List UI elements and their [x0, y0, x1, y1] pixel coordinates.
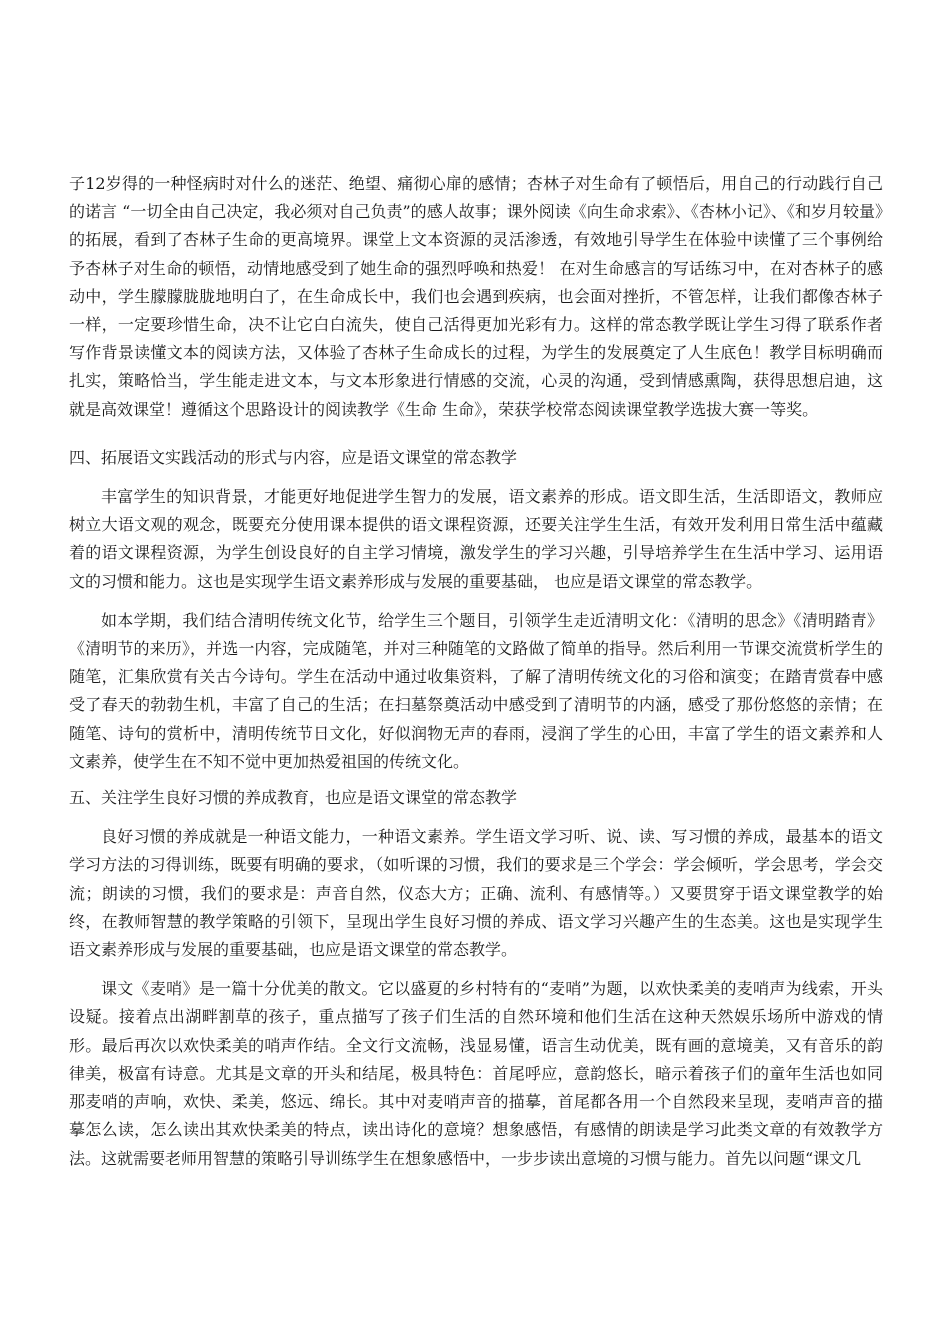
- paragraph-5-2: 课文《麦哨》是一篇十分优美的散文。它以盛夏的乡村特有的“麦哨”为题，以欢快柔美的麦哨声为线索，开头设疑。接着点出湖畔割草的孩子，重点描写了孩子们生活的自然环境和他们生活在这种天然娱乐场所中游戏的情形。最后再次以欢快柔美的哨声作结。全文行文流畅，浅显易懂，语言生动优美，既有画的意境美，又有音乐的韵律美，极富有诗意。尤其是文章的开头和结尾，极具特色：首尾呼应，意韵悠长，暗示着孩子们的童年生活也如同那麦哨的声响，欢快、柔美，悠远、绵长。其中对麦哨声音的描摹，首尾都各用一个自然段来呈现，麦哨声音的描摹怎么读，怎么读出其欢快柔美的特点，读出诗化的意境？想象感悟，有感情的朗读是学习此类文章的有效教学方法。这就需要老师用智慧的策略引导训练学生在想象感悟中，一步步读出意境的习惯与能力。首先以问题“课文几: [69, 979, 883, 1168]
- paragraph-continuation: 子12岁得的一种怪病时对什么的迷茫、绝望、痛彻心扉的感情；杏林子对生命有了顿悟后，用自己的行动践行自己的诺言 “一切全由自己决定，我必须对自己负责”的感人故事；课外阅读《向生命求索》、《杏林小记》、《和岁月较量》的拓展，看到了杏林子生命的更高境界。课堂上文本资源的灵活渗透，有效地引导学生在体验中读懂了三个事例给予杏林子对生命的顿悟，动情地感受到了她生命的强烈呼唤和热爱！ 在对生命感言的写话练习中，在对杏林子的感动中，学生朦朦胧胧地明白了，在生命成长中，我们也会遇到疾病，也会面对挫折，不管怎样，让我们都像杏林子一样，一定要珍惜生命，决不让它白白流失，使自己活得更加光彩有力。这样的常态教学既让学生习得了联系作者写作背景读懂文本的阅读方法，又体验了杏林子生命成长的过程，为学生的发展奠定了人生底色！教学目标明确而扎实，策略恰当，学生能走进文本，与文本形象进行情感的交流，心灵的沟通，受到情感熏陶，获得思想启迪，这就是高效课堂！遵循这个思路设计的阅读教学《生命 生命》，荣获学校常态阅读课堂教学选拔大赛一等奖。: [69, 174, 883, 419]
- paragraph-4-2: 如本学期，我们结合清明传统文化节，给学生三个题目，引领学生走近清明文化：《清明的思念》《清明踏青》《清明节的来历》，并选一内容，完成随笔，并对三种随笔的文路做了简单的指导。然后利用一节课交流赏析学生的随笔，汇集欣赏有关古今诗句。学生在活动中通过收集资料，了解了清明传统文化的习俗和演变；在踏青赏春中感受了春天的勃勃生机，丰富了自己的生活；在扫墓祭奠活动中感受到了清明节的内涵，感受了那份悠悠的亲情；在随笔、诗句的赏析中，清明传统节日文化，好似润物无声的春雨，浸润了学生的心田，丰富了学生的语文素养和人文素养，使学生在不知不觉中更加热爱祖国的传统文化。: [69, 610, 883, 771]
- paragraph-4-1: 丰富学生的知识背景，才能更好地促进学生智力的发展，语文素养的形成。语文即生活，生活即语文，教师应树立大语文观的观念，既要充分使用课本提供的语文课程资源，还要关注学生生活，有效开发利用日常生活中蕴藏着的语文课程资源，为学生创设良好的自主学习情境，激发学生的学习兴趣，引导培养学生在生活中学习、运用语文的习惯和能力。这也是实现学生语文素养形成与发展的重要基础， 也应是语文课堂的常态教学。: [69, 487, 883, 591]
- section-heading-5: 五、关注学生良好习惯的养成教育，也应是语文课堂的常态教学: [69, 788, 518, 808]
- section-heading-4: 四、拓展语文实践活动的形式与内容，应是语文课堂的常态教学: [69, 447, 518, 467]
- document-page: [69, 170, 883, 1173]
- paragraph-5-1: 良好习惯的养成就是一种语文能力，一种语文素养。学生语文学习听、说、读、写习惯的养成，最基本的语文学习方法的习得训练，既要有明确的要求，（如听课的习惯，我们的要求是三个学会：学会倾听，学会思考，学会交流；朗读的习惯，我们的要求是：声音自然，仪态大方；正确、流利、有感情等。）又要贯穿于语文课堂教学的始终，在教师智慧的教学策略的引领下，呈现出学生良好习惯的养成、语文学习兴趣产生的生态美。这也是实现学生语文素养形成与发展的重要基础，也应是语文课堂的常态教学。: [69, 827, 883, 960]
